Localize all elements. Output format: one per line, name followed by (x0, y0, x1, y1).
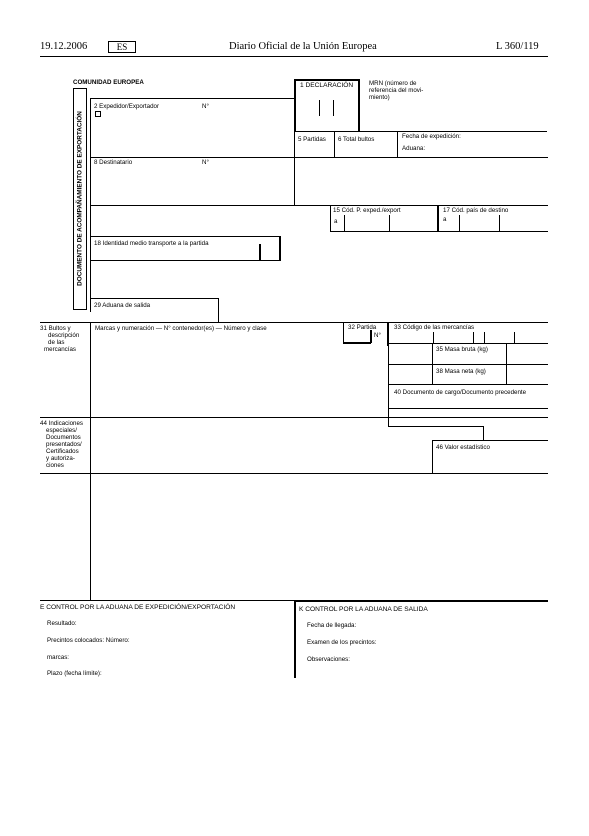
section-e-title: E CONTROL POR LA ADUANA DE EXPEDICIÓN/EXPORTACIÓN (40, 604, 236, 611)
box18-top-line (90, 236, 281, 237)
box8-top-line (90, 157, 548, 158)
goods-left-line (90, 322, 91, 600)
box40-label: 40 Documento de cargo/Documento precedente (394, 389, 527, 396)
e-marks-label: marcas: (47, 654, 70, 661)
box33-label: 33 Código de las mercancías (394, 324, 475, 331)
box31-label-1: 31 Bultos y (40, 325, 71, 332)
box46-left-line (432, 440, 433, 473)
goods-right-inner-line (388, 343, 389, 417)
box40-bottom-line (388, 408, 548, 409)
box32-left-line (343, 322, 344, 343)
section-k-title: K CONTROL POR LA ADUANA DE SALIDA (299, 606, 428, 613)
dispatch-date-label: Fecha de expedición: (402, 133, 461, 140)
box1-sub-divider-1 (319, 100, 320, 116)
box33-bottom-line (388, 343, 548, 344)
box29-label: 29 Aduana de salida (94, 302, 151, 309)
box17-sub-1 (459, 215, 460, 231)
section-k-top-line (295, 600, 548, 602)
box46-label: 46 Valor estadístico (436, 444, 490, 451)
page-reference: L 360/119 (496, 41, 539, 52)
box46-top-line (432, 440, 548, 441)
mrn-label-1: MRN (número de (369, 80, 417, 87)
box29-top-line (90, 298, 218, 299)
marks-label: Marcas y numeración — N° contenedor(es) — Número y clase (95, 325, 267, 332)
box33-sub-1 (433, 332, 434, 343)
box17-label: 17 Cód. país de destino (443, 207, 509, 214)
box44-bottom-line (40, 473, 548, 474)
language-badge: ES (108, 41, 136, 53)
box32-label: 32 Partida (348, 324, 377, 331)
header-divider (40, 56, 548, 57)
k-arrival-date-label: Fecha de llegada: (307, 622, 357, 629)
box32-number-label: N° (374, 332, 381, 339)
box17-a: a (443, 216, 447, 223)
box18-label: 18 Identidad medio transporte a la partida (94, 240, 209, 247)
box15-sub-1 (344, 215, 345, 231)
box33-sub-3 (484, 332, 485, 343)
box15-top-line (330, 205, 548, 206)
box5-top-line (294, 131, 547, 132)
box44-top-line (40, 417, 548, 418)
goods-section-top (40, 322, 548, 323)
box18-right-line (279, 236, 281, 261)
box38-label: 38 Masa neta (kg) (436, 368, 486, 375)
box29-right-line (218, 298, 219, 322)
right-column-left-line (294, 79, 295, 205)
e-seals-label: Precintos colocados: Número: (47, 637, 130, 644)
box2-number-label: N° (202, 103, 209, 110)
box8-bottom-right-line (294, 205, 330, 206)
box44-label-3: Documentos (46, 434, 81, 441)
box18-bottom-line (90, 260, 281, 261)
section-e-top-line (40, 600, 295, 601)
community-heading: COMUNIDAD EUROPEA (73, 79, 144, 86)
box15-sub-2 (389, 215, 390, 231)
box44-inner-horizontal (388, 426, 483, 427)
k-seals-exam-label: Examen de los precintos: (307, 639, 377, 646)
box2-top-line (90, 98, 294, 99)
mrn-label-2: referencia del movi- (369, 87, 424, 94)
box6-label: 6 Total bultos (338, 136, 375, 143)
box35-label: 35 Masa bruta (kg) (436, 346, 488, 353)
box44-inner-right (483, 426, 484, 440)
box31-label-3: de las (48, 339, 65, 346)
box35-bottom-line (388, 364, 548, 365)
box44-label-4: presentados/ (46, 441, 82, 448)
box38-bottom-line (388, 384, 548, 385)
box33-sub-2 (473, 332, 474, 343)
mrn-label-3: miento) (369, 94, 390, 101)
box44-label-1: 44 Indicaciones (40, 420, 83, 427)
section-divider (294, 600, 296, 678)
k-observations-label: Observaciones: (307, 656, 350, 663)
box6-right-line (397, 131, 398, 157)
box15-a: a (334, 218, 338, 225)
box44-label-5: Certificados (46, 448, 79, 455)
box32-bottom-line (343, 342, 371, 344)
box8-number-label: N° (202, 159, 209, 166)
box15-label: 15 Cód. P. exped./export (333, 207, 401, 214)
box33-sub-4 (514, 332, 515, 343)
box2-label: 2 Expedidor/Exportador (94, 103, 160, 110)
box15-bottom-line (330, 231, 548, 232)
box8-label: 8 Destinatario (94, 159, 133, 166)
box5-box6-divider (334, 131, 335, 157)
e-result-label: Resultado: (47, 620, 77, 627)
box5-label: 5 Partidas (298, 136, 326, 143)
box1-label: 1 DECLARACIÓN (300, 82, 354, 89)
box18-divider (259, 244, 261, 261)
e-deadline-label: Plazo (fecha límite): (47, 670, 102, 677)
box8-bottom-line (90, 205, 294, 206)
box17-sub-2 (499, 215, 500, 231)
box1-sub-divider-2 (333, 100, 334, 116)
box31-label-2: descripción (48, 332, 80, 339)
customs-office-label: Aduana: (402, 145, 426, 152)
box44-label-7: ciones (46, 462, 64, 469)
box15-box17-divider (437, 205, 439, 231)
box2-checkbox[interactable] (95, 111, 101, 117)
box15-left-line (330, 205, 331, 231)
side-title: DOCUMENTO DE ACOMPAÑAMIENTO DE EXPORTACIÓN (76, 111, 84, 286)
journal-title: Diario Oficial de la Unión Europea (229, 41, 377, 52)
box44-label-6: y autoriza- (46, 455, 75, 462)
box31-label-4: mercancías (44, 346, 76, 353)
publication-date: 19.12.2006 (40, 41, 88, 52)
box44-label-2: especiales/ (46, 427, 77, 434)
